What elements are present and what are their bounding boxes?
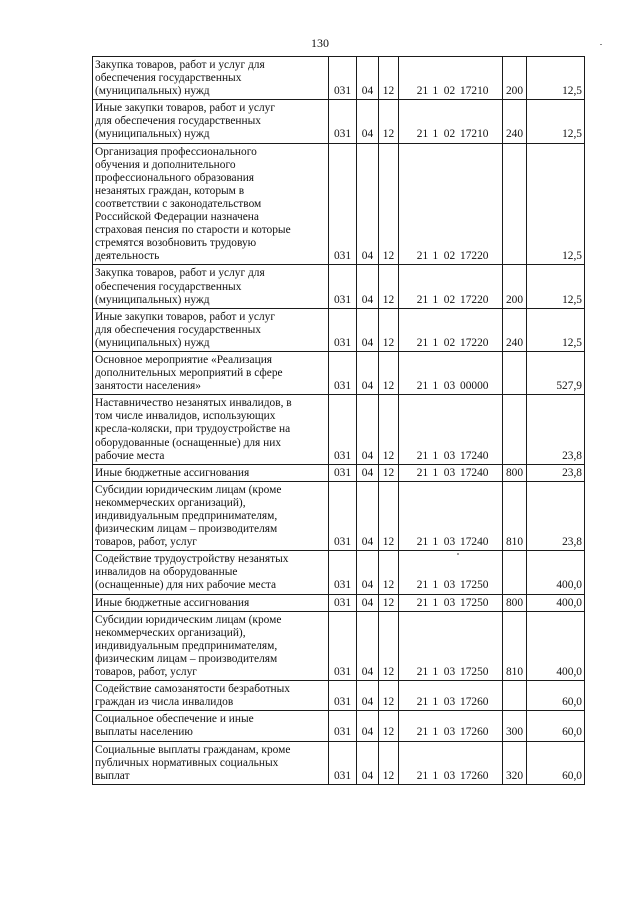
subsection-code: 12 [379,711,399,741]
row-name-line: граждан из числа инвалидов [95,696,234,709]
target-article-part: 03 [443,536,456,549]
admin-code: 031 [329,351,357,394]
table-row [93,481,585,550]
target-article-part: 00000 [460,380,489,393]
subsection-code: 12 [379,265,399,308]
subsection-code: 12 [379,681,399,711]
target-article-part: 17250 [460,666,489,679]
target-article-part: 17210 [460,85,489,98]
target-article-code [399,308,503,351]
section-code: 04 [357,611,379,680]
row-name-line: Наставничество незанятых инвалидов, в [95,397,292,410]
row-name-line: товаров, работ, услуг [95,666,197,679]
budget-table-body [93,57,585,785]
amount: 12,5 [527,308,585,351]
target-article-part: 17250 [460,579,489,592]
target-article-part: 03 [443,466,456,479]
row-name-line: стремятся возобновить трудовую [95,237,257,250]
expense-type-code: 240 [503,308,527,351]
row-name [93,351,329,394]
target-article-part: 02 [443,250,456,263]
row-name [93,551,329,594]
row-name-line: дополнительных мероприятий в сфере [95,367,283,380]
row-name-line: кресла-коляски, при трудоустройстве на [95,423,291,436]
target-article-part: 17260 [460,696,489,709]
expense-type-code: 300 [503,711,527,741]
expense-type-code: 810 [503,611,527,680]
target-article-part: 21 [416,726,429,739]
admin-code: 031 [329,395,357,464]
expense-type-code [503,351,527,394]
target-article-code [399,711,503,741]
row-name-line: Иные бюджетные ассигнования [95,466,250,479]
subsection-code: 12 [379,351,399,394]
target-article-part: 1 [432,250,439,263]
target-article-code [399,395,503,464]
amount: 400,0 [527,594,585,611]
table-row [93,57,585,100]
row-name-line: Содействие самозанятости безработных [95,683,291,696]
target-article-part: 1 [432,769,439,782]
section-code: 04 [357,594,379,611]
admin-code: 031 [329,711,357,741]
table-row [93,594,585,611]
target-article-part: 21 [416,85,429,98]
row-name-line: Российской Федерации назначена [95,211,259,224]
target-article-part: 03 [443,696,456,709]
target-article-part: 02 [443,85,456,98]
row-name-line: незанятых граждан, которым в [95,184,245,197]
admin-code: 031 [329,611,357,680]
target-article-code [399,611,503,680]
row-name-line: для обеспечения государственных [95,115,261,128]
row-name [93,395,329,464]
row-name [93,681,329,711]
amount: 527,9 [527,351,585,394]
row-name-line: том числе инвалидов, использующих [95,410,276,423]
target-article-part: 1 [432,536,439,549]
target-article-part: 03 [443,666,456,679]
page-number: 130 [311,36,329,50]
target-article-part: 21 [416,596,429,609]
row-name-line: деятельность [95,250,160,263]
target-article-part: 02 [443,128,456,141]
row-name-line: Организация профессионального [95,145,257,158]
row-name-line: Основное мероприятие «Реализация [95,353,273,366]
row-name [93,464,329,481]
target-article-part: 03 [443,726,456,739]
target-article-part: 21 [416,336,429,349]
target-article-part: 21 [416,666,429,679]
target-article-part: 17250 [460,596,489,609]
target-article-part: 21 [416,293,429,306]
row-name [93,481,329,550]
row-name-line: индивидуальным предпринимателям, [95,510,278,522]
row-name-line: Субсидии юридическим лицам (кроме [95,483,282,496]
target-article-code [399,464,503,481]
admin-code: 031 [329,265,357,308]
target-article-part: 21 [416,536,429,549]
row-name-line: Социальные выплаты гражданам, кроме [95,743,291,756]
section-code: 04 [357,741,379,784]
expense-type-code [503,395,527,464]
row-name-line: соответствии с законодательством [95,197,262,210]
target-article-part: 17240 [460,449,489,462]
amount: 12,5 [527,100,585,143]
amount: 12,5 [527,265,585,308]
row-name-line: для обеспечения государственных [95,323,261,336]
row-name-line: обеспечения государственных [95,280,242,293]
amount: 400,0 [527,611,585,680]
admin-code: 031 [329,594,357,611]
amount: 400,0 [527,551,585,594]
target-article-part: 1 [432,696,439,709]
target-article-part: 1 [432,380,439,393]
row-name-line: (муниципальных) нужд [95,336,210,349]
admin-code: 031 [329,741,357,784]
amount: 12,5 [527,143,585,265]
row-name-line: (оснащенные) для них рабочие места [95,579,277,592]
section-code: 04 [357,464,379,481]
expense-type-code: 810 [503,481,527,550]
row-name-line: рабочие места [95,449,165,462]
amount: 23,8 [527,464,585,481]
target-article-code [399,551,503,594]
target-article-part: 17260 [460,726,489,739]
row-name-line: обучения и дополнительного [95,158,236,171]
row-name-line: выплат [95,769,130,782]
row-name-line: индивидуальным предпринимателям, [95,639,278,652]
row-name-line: Иные закупки товаров, работ и услуг [95,310,276,323]
section-code: 04 [357,681,379,711]
expense-type-code [503,551,527,594]
target-article-part: 21 [416,696,429,709]
target-article-part: 1 [432,579,439,592]
table-row [93,143,585,265]
target-article-part: 17240 [460,466,489,479]
row-name [93,308,329,351]
target-article-part: 1 [432,726,439,739]
table-row [93,611,585,680]
table-row [93,395,585,464]
row-name-line: Иные бюджетные ассигнования [95,596,250,609]
table-row [93,741,585,784]
target-article-code [399,57,503,100]
section-code: 04 [357,308,379,351]
target-article-part: 03 [443,579,456,592]
amount: 60,0 [527,741,585,784]
target-article-part: 1 [432,128,439,141]
row-name-line: некоммерческих организаций), [95,626,246,639]
target-article-code [399,594,503,611]
amount: 12,5 [527,57,585,100]
row-name-line: физическим лицам – производителям [95,652,278,665]
row-name-line: обеспечения государственных [95,72,242,85]
section-code: 04 [357,265,379,308]
section-code: 04 [357,551,379,594]
row-name-line: оборудованные (оснащенные) для них [95,436,282,449]
target-article-code [399,100,503,143]
admin-code: 031 [329,143,357,265]
table-row [93,464,585,481]
target-article-part: 17260 [460,769,489,782]
row-name-line: некоммерческих организаций), [95,496,246,509]
target-article-code [399,681,503,711]
amount: 23,8 [527,395,585,464]
target-article-part: 17220 [460,250,489,263]
row-name-line: выплаты населению [95,726,193,739]
table-row [93,100,585,143]
row-name-line: (муниципальных) нужд [95,128,210,141]
subsection-code: 12 [379,395,399,464]
admin-code: 031 [329,308,357,351]
target-article-part: 1 [432,596,439,609]
target-article-part: 17210 [460,128,489,141]
amount: 60,0 [527,681,585,711]
row-name-line: Закупка товаров, работ и услуг для [95,59,265,71]
subsection-code: 12 [379,481,399,550]
subsection-code: 12 [379,100,399,143]
table-row [93,351,585,394]
row-name [93,57,329,100]
section-code: 04 [357,143,379,265]
target-article-part: 21 [416,769,429,782]
row-name-line: публичных нормативных социальных [95,756,279,769]
amount: 23,8 [527,481,585,550]
budget-table [92,56,585,785]
section-code: 04 [357,481,379,550]
target-article-part: 02 [443,293,456,306]
target-article-part: 21 [416,250,429,263]
target-article-part: 21 [416,466,429,479]
target-article-part: 02 [443,336,456,349]
row-name-line: профессионального образования [95,171,255,184]
admin-code: 031 [329,681,357,711]
expense-type-code: 800 [503,594,527,611]
target-article-part: 21 [416,128,429,141]
expense-type-code: 200 [503,265,527,308]
row-name-line: Иные закупки товаров, работ и услуг [95,102,276,115]
row-name-line: занятости населения» [95,380,201,393]
expense-type-code: 200 [503,57,527,100]
target-article-part: 03 [443,596,456,609]
subsection-code: 12 [379,611,399,680]
scan-speck [600,44,602,45]
target-article-part: 1 [432,449,439,462]
table-row [93,265,585,308]
row-name-line: Социальное обеспечение и иные [95,713,254,726]
target-article-part: 03 [443,769,456,782]
row-name-line: физическим лицам – производителям [95,523,278,536]
target-article-part: 17240 [460,536,489,549]
admin-code: 031 [329,100,357,143]
target-article-code [399,351,503,394]
subsection-code: 12 [379,551,399,594]
row-name [93,143,329,265]
target-article-part: 1 [432,85,439,98]
target-article-part: 17220 [460,336,489,349]
row-name [93,711,329,741]
target-article-part: 1 [432,466,439,479]
row-name [93,594,329,611]
target-article-part: 1 [432,336,439,349]
expense-type-code: 800 [503,464,527,481]
table-row [93,711,585,741]
row-name-line: Субсидии юридическим лицам (кроме [95,613,282,626]
row-name-line: товаров, работ, услуг [95,536,197,549]
admin-code: 031 [329,464,357,481]
expense-type-code: 320 [503,741,527,784]
subsection-code: 12 [379,57,399,100]
subsection-code: 12 [379,143,399,265]
row-name-line: (муниципальных) нужд [95,85,210,98]
target-article-part: 1 [432,293,439,306]
section-code: 04 [357,100,379,143]
table-row [93,681,585,711]
section-code: 04 [357,351,379,394]
target-article-code [399,265,503,308]
subsection-code: 12 [379,741,399,784]
table-row [93,308,585,351]
row-name-line: (муниципальных) нужд [95,293,210,306]
section-code: 04 [357,711,379,741]
admin-code: 031 [329,551,357,594]
row-name [93,741,329,784]
target-article-code [399,143,503,265]
row-name-line: страховая пенсия по старости и которые [95,224,291,237]
expense-type-code [503,143,527,265]
subsection-code: 12 [379,464,399,481]
row-name [93,265,329,308]
amount: 60,0 [527,711,585,741]
admin-code: 031 [329,57,357,100]
expense-type-code [503,681,527,711]
target-article-part: 17220 [460,293,489,306]
admin-code: 031 [329,481,357,550]
row-name-line: Содействие трудоустройству незанятых [95,553,289,566]
expense-type-code: 240 [503,100,527,143]
row-name [93,611,329,680]
table-row [93,551,585,594]
target-article-code [399,741,503,784]
target-article-part: 1 [432,666,439,679]
target-article-part: 21 [416,380,429,393]
target-article-code [399,481,503,550]
subsection-code: 12 [379,594,399,611]
target-article-part: 21 [416,579,429,592]
subsection-code: 12 [379,308,399,351]
target-article-part: 03 [443,449,456,462]
row-name [93,100,329,143]
target-article-part: 03 [443,380,456,393]
target-article-part: 21 [416,449,429,462]
row-name-line: инвалидов на оборудованные [95,566,238,579]
section-code: 04 [357,57,379,100]
row-name-line: Закупка товаров, работ и услуг для [95,267,265,280]
section-code: 04 [357,395,379,464]
